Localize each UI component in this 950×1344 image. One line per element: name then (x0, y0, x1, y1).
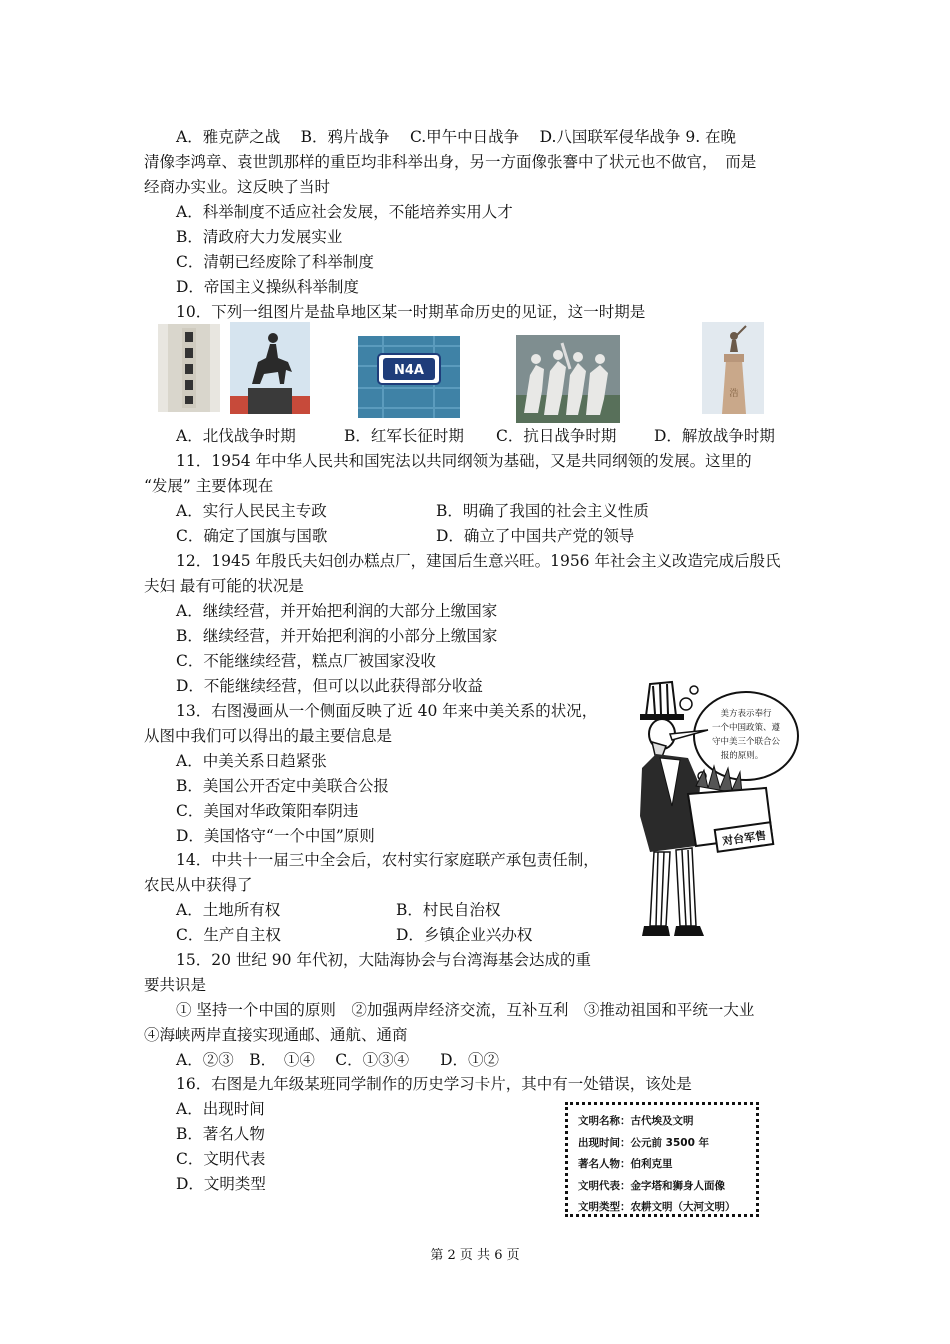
q9-option-b: B．清政府大力发展实业 (176, 228, 343, 246)
q11-option-b: B．明确了我国的社会主义性质 (436, 502, 649, 520)
inscription-stele-photo (158, 324, 220, 412)
q9-option-d: D．帝国主义操纵科举制度 (176, 278, 359, 296)
n4a-sign-text: N4A (394, 363, 424, 378)
q11-line2: “发展” 主要体现在 (144, 477, 274, 495)
q15-line1: 15．20 世纪 90 年代初，大陆海协会与台湾海基会达成的重 (176, 951, 591, 969)
q14-option-b: B．村民自治权 (396, 901, 501, 919)
q14-option-c: C．生产自主权 (176, 926, 281, 944)
q15-line4: ④海峡两岸直接实现通邮、通航、通商 (144, 1026, 408, 1044)
q13-option-d: D．美国恪守“一个中国”原则 (176, 827, 375, 845)
card-civilization-type: 文明类型：农耕文明（大河文明） (578, 1201, 736, 1213)
q13-option-a: A．中美关系日趋紧张 (176, 752, 327, 770)
q12-option-d: D．不能继续经营，但可以以此获得部分收益 (176, 677, 483, 695)
q16-option-b: B．著名人物 (176, 1125, 265, 1143)
q13-line2: 从图中我们可以得出的最主要信息是 (144, 727, 393, 745)
q9-line1: A．雅克萨之战 B．鸦片战争 C.甲午中日战争 D.八国联军侵华战争 9. 在晚 (176, 128, 737, 146)
q10-option-b: B．红军长征时期 (344, 427, 464, 445)
cartoon-bubble-line4: 报的原则。 (720, 751, 764, 761)
q11-option-a: A．实行人民民主专政 (176, 502, 327, 520)
q10-stem: 10．下列一组图片是盐阜地区某一时期革命历史的见证，这一时期是 (176, 303, 646, 321)
q16-option-a: A．出现时间 (176, 1100, 265, 1118)
q12-option-b: B．继续经营，并开始把利润的小部分上缴国家 (176, 627, 498, 645)
q12-option-a: A．继续经营，并开始把利润的大部分上缴国家 (176, 602, 498, 620)
q12-line2: 夫妇 最有可能的状况是 (144, 577, 304, 595)
page-number-footer: 第 2 页 共 6 页 (430, 1248, 520, 1263)
uncle-sam-cartoon (636, 676, 800, 944)
q14-line2: 农民从中获得了 (144, 876, 253, 894)
cartoon-bubble-line1: 美方表示奉行 (720, 709, 772, 719)
q12-line1: 12．1945 年殷氏夫妇创办糕点厂，建国后生意兴旺。1956 年社会主义改造完成后殷氏 (176, 552, 781, 570)
card-appearance-time: 出现时间：公元前 3500 年 (578, 1136, 710, 1149)
q16-stem: 16．右图是九年级某班同学制作的历史学习卡片，其中有一处错误，该处是 (176, 1075, 692, 1093)
q15-line3: ① 坚持一个中国的原则 ②加强两岸经济交流，互补互利 ③推动祖国和平统一大业 (176, 1001, 755, 1019)
soldiers-sculpture-photo (516, 335, 620, 423)
cartoon-box-label: 对台军售 (721, 828, 767, 848)
q9-line3: 经商办实业。这反映了当时 (144, 178, 331, 196)
equestrian-statue-photo (230, 322, 310, 414)
history-study-card (565, 1102, 759, 1217)
card-civilization-representative: 文明代表：金字塔和狮身人面像 (578, 1179, 725, 1192)
monument-column-photo (702, 322, 764, 414)
q13-option-c: C．美国对华政策阳奉阴违 (176, 802, 359, 820)
q11-line1: 11．1954 年中华人民共和国宪法以共同纲领为基础，又是共同纲领的发展。这里的 (176, 452, 752, 470)
q9-line2: 清像李鸿章、袁世凯那样的重臣均非科举出身，另一方面像张謇中了状元也不做官， 而是 (144, 153, 757, 171)
q13-line1: 13．右图漫画从一个侧面反映了近 40 年来中美关系的状况， (176, 702, 598, 720)
n4a-sign-photo (358, 336, 460, 418)
cartoon-bubble-line2: 一个中国政策、遵 (711, 723, 781, 733)
q16-option-d: D．文明类型 (176, 1175, 266, 1193)
q16-option-c: C．文明代表 (176, 1150, 266, 1168)
q10-option-c: C．抗日战争时期 (496, 427, 617, 445)
q14-option-d: D．乡镇企业兴办权 (396, 926, 533, 944)
q9-option-a: A．科举制度不适应社会发展，不能培养实用人才 (176, 203, 513, 221)
q10-option-a: A．北伐战争时期 (176, 427, 296, 445)
cartoon-bubble-line3: 守中美三个联合公 (711, 737, 781, 747)
q14-line1: 14．中共十一届三中全会后，农村实行家庭联产承包责任制， (176, 851, 599, 869)
q13-option-b: B．美国公开否定中美联合公报 (176, 777, 389, 795)
q11-option-d: D．确立了中国共产党的领导 (436, 527, 635, 545)
q11-option-c: C．确定了国旗与国歌 (176, 527, 328, 545)
card-civilization-name: 文明名称：古代埃及文明 (578, 1115, 694, 1127)
q15-options: A．②③ B． ①④ C．①③④ D．①② (176, 1051, 500, 1069)
q14-option-a: A．土地所有权 (176, 901, 281, 919)
q9-option-c: C．清朝已经废除了科举制度 (176, 253, 374, 271)
q12-option-c: C．不能继续经营，糕点厂被国家没收 (176, 652, 436, 670)
q15-line2: 要共识是 (144, 976, 207, 994)
monument-inscription: 浩 (729, 389, 739, 399)
card-famous-figure: 著名人物：伯利克里 (578, 1158, 673, 1170)
q10-option-d: D．解放战争时期 (654, 427, 775, 445)
